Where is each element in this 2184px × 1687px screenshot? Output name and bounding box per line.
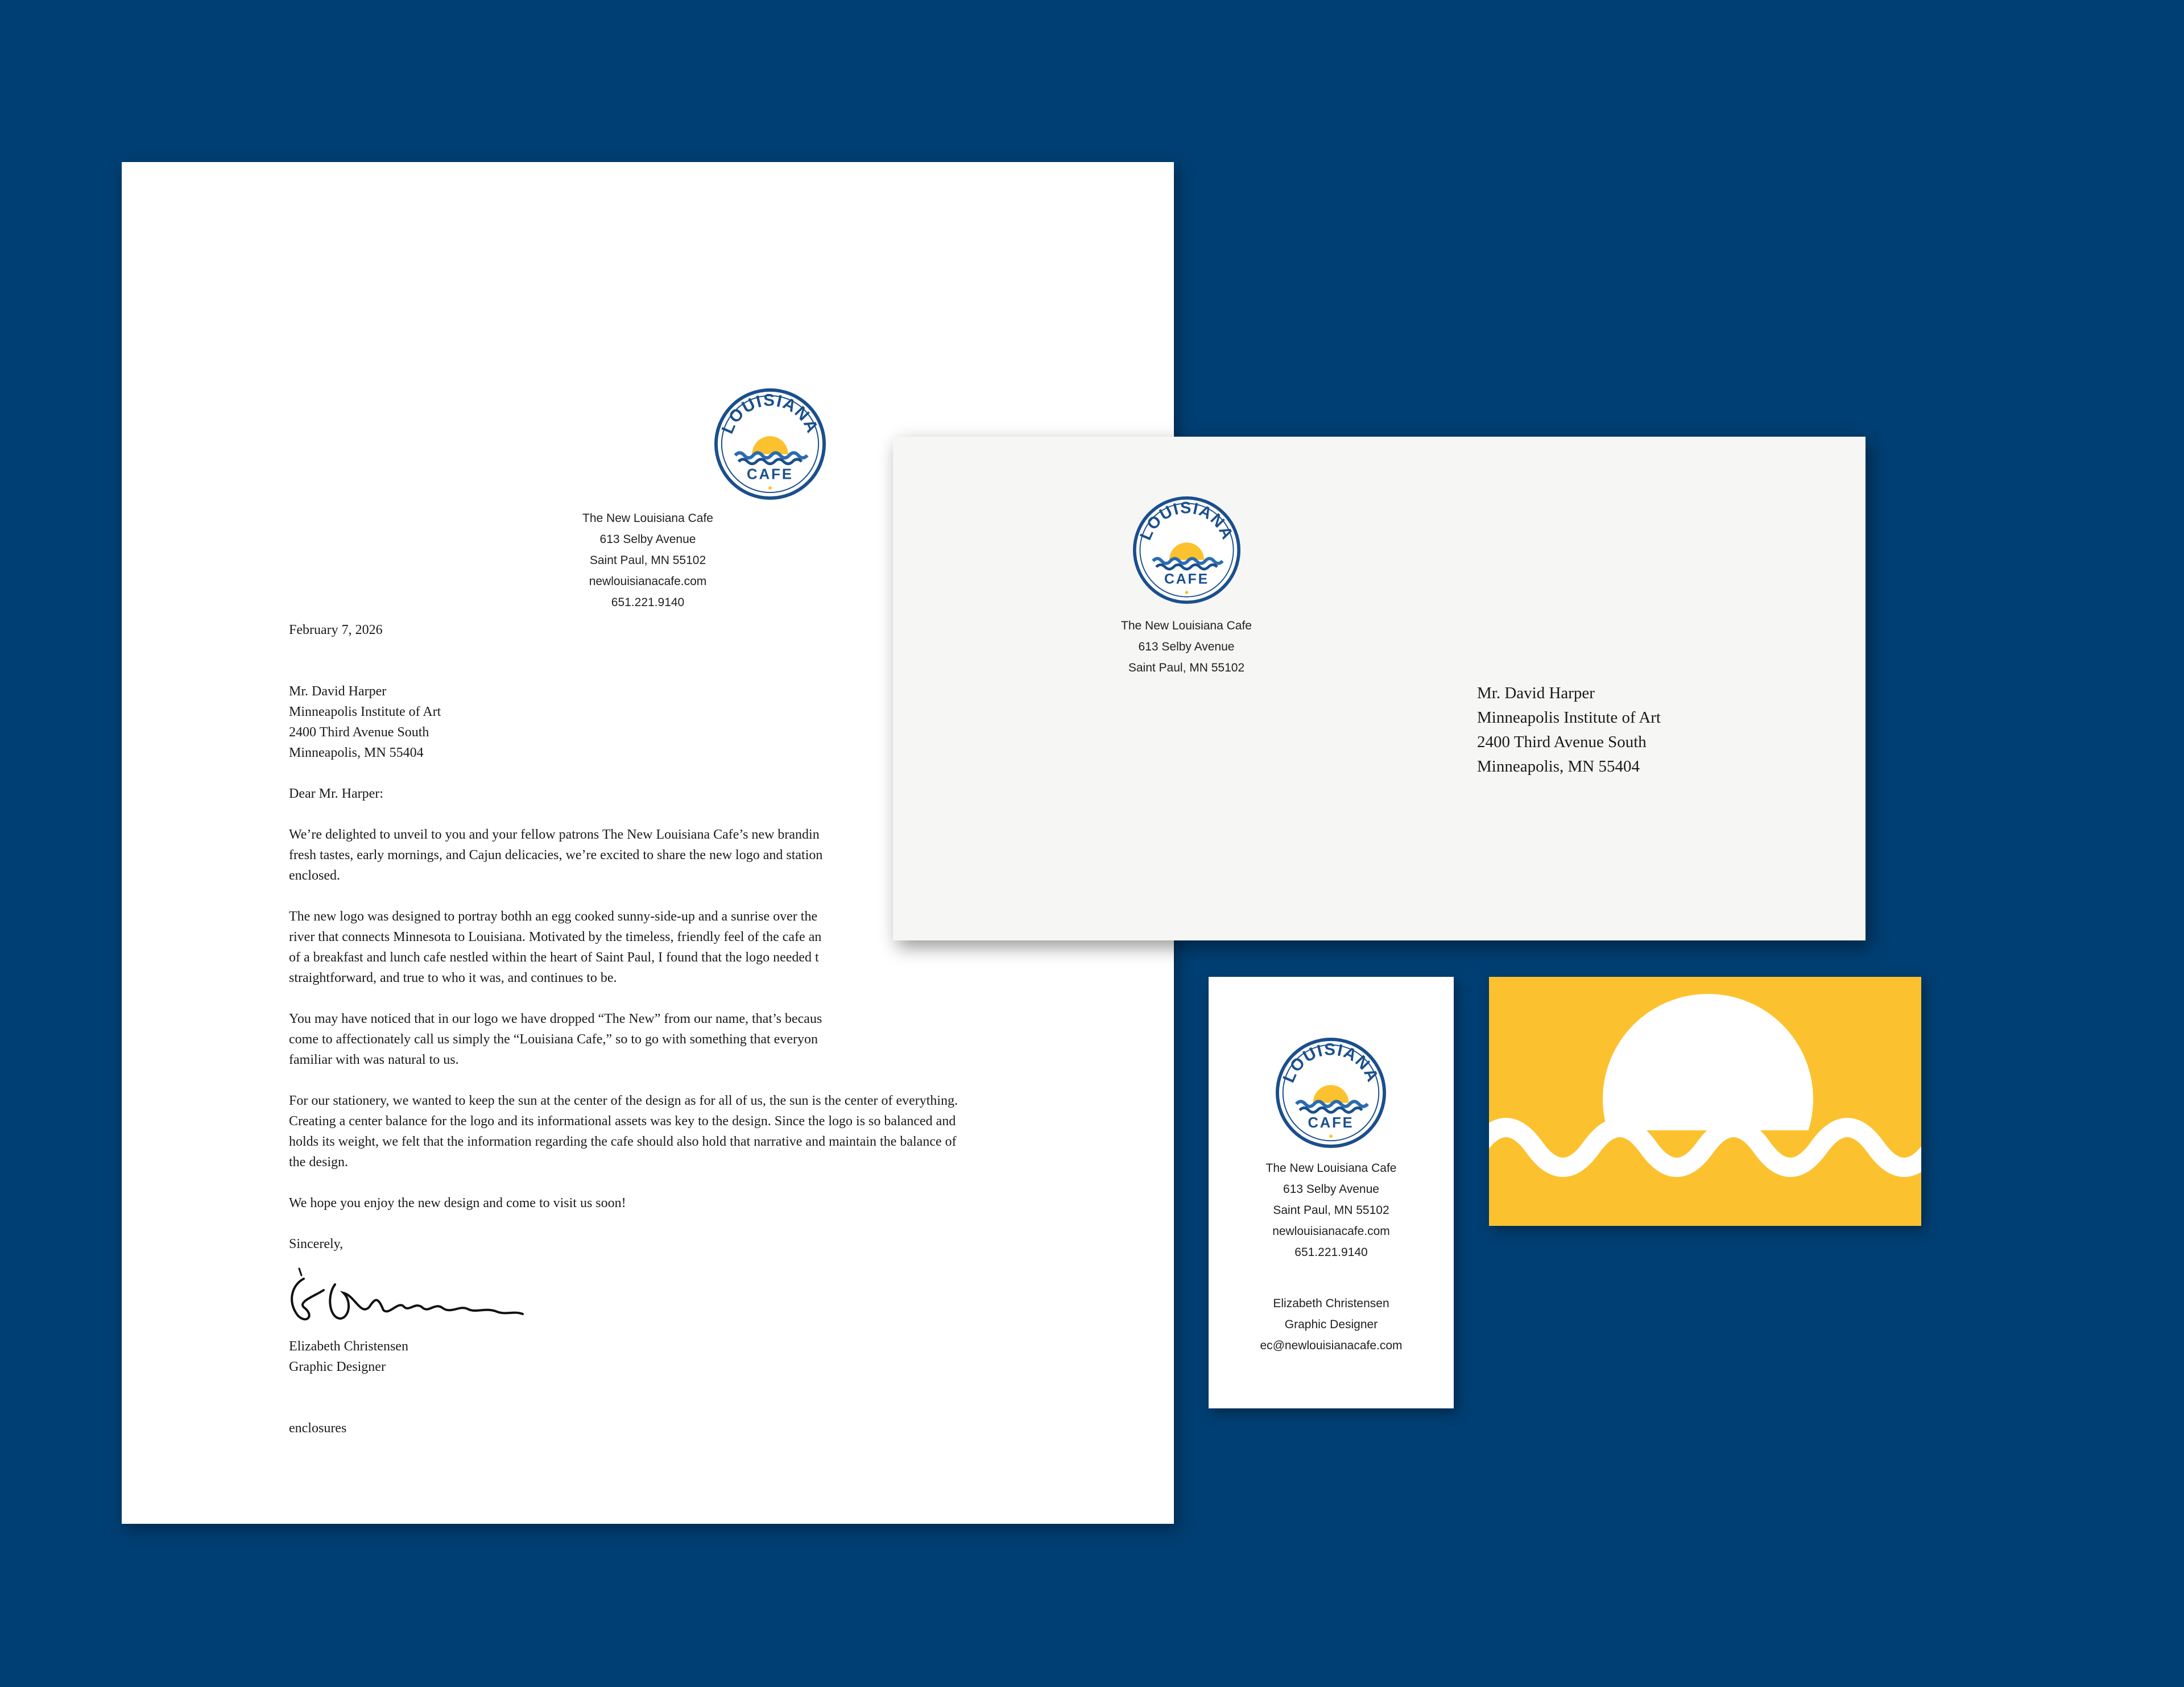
logo-dot-icon xyxy=(1329,1135,1333,1138)
card-city: Saint Paul, MN 55102 xyxy=(1273,1204,1389,1217)
letterhead-phone: 651.221.9140 xyxy=(611,596,685,609)
louisiana-cafe-logo xyxy=(714,388,826,500)
card-person-name: Elizabeth Christensen xyxy=(1273,1297,1389,1310)
card-business: The New Louisiana Cafe xyxy=(1265,1162,1397,1175)
letter-enclosures: enclosures xyxy=(289,1421,347,1436)
card-cafe-info xyxy=(1209,1158,1454,1263)
logo-arc-text: LOUISIANA xyxy=(1136,499,1237,543)
paragraph-line: enclosed. xyxy=(289,868,340,883)
envelope-recipient-name: Mr. David Harper xyxy=(1477,684,1595,702)
recipient-org: Minneapolis Institute of Art xyxy=(289,704,441,719)
signer-name: Elizabeth Christensen xyxy=(289,1339,408,1354)
envelope-return-address xyxy=(1073,615,1300,678)
paragraph-line: river that connects Minnesota to Louisiana. Motivated by the timeless, friendly feel of the cafe an xyxy=(289,930,822,944)
envelope-recipient-org: Minneapolis Institute of Art xyxy=(1477,708,1661,727)
return-city: Saint Paul, MN 55102 xyxy=(1128,661,1245,674)
logo-arc-text: LOUISIANA xyxy=(718,391,822,437)
paragraph-line: holds its weight, we felt that the information regarding the cafe should also hold that narrative and maintain the balance of xyxy=(289,1134,957,1149)
letter-salutation: Dear Mr. Harper: xyxy=(289,786,383,801)
paragraph-line: We’re delighted to unveil to you and your fellow patrons The New Louisiana Cafe’s new brandin xyxy=(289,827,820,842)
louisiana-cafe-logo xyxy=(1275,1037,1387,1149)
envelope-recipient-city: Minneapolis, MN 55404 xyxy=(1477,757,1640,776)
paragraph-line: You may have noticed that in our logo we have dropped “The New” from our name, that’s becaus xyxy=(289,1012,822,1026)
signer-title: Graphic Designer xyxy=(289,1359,386,1374)
letter-closing: Sincerely, xyxy=(289,1237,344,1251)
letterhead-website: newlouisianacafe.com xyxy=(589,575,707,588)
louisiana-cafe-logo xyxy=(1132,496,1241,604)
logo-sub-text: CAFE xyxy=(1164,571,1210,587)
signature-image xyxy=(281,1262,531,1336)
return-name: The New Louisiana Cafe xyxy=(1121,619,1252,632)
sun-wave-graphic xyxy=(1489,977,1921,1226)
logo-arc-text: LOUISIANA xyxy=(1279,1040,1383,1085)
logo-dot-icon xyxy=(1185,591,1189,594)
card-person-info xyxy=(1209,1293,1454,1356)
letter-date: February 7, 2026 xyxy=(289,623,383,637)
logo-dot-icon xyxy=(768,486,772,490)
envelope-recipient xyxy=(1477,681,1661,779)
letter-paragraph-5: We hope you enjoy the new design and come to visit us soon! xyxy=(289,1196,626,1211)
paragraph-line: fresh tastes, early mornings, and Cajun delicacies, we’re excited to share the new logo and station xyxy=(289,848,823,863)
letter-paragraph-4 xyxy=(289,1091,1172,1172)
letterhead-business: The New Louisiana Cafe xyxy=(582,512,713,525)
letter-paragraph-3 xyxy=(289,1009,1172,1070)
letterhead-street: 613 Selby Avenue xyxy=(599,533,696,546)
paragraph-line: of a breakfast and lunch cafe nestled within the heart of Saint Paul, I found that the logo needed t xyxy=(289,950,819,965)
letterhead-city: Saint Paul, MN 55102 xyxy=(589,554,706,567)
business-card-front xyxy=(1209,977,1454,1408)
paragraph-line: For our stationery, we wanted to keep the sun at the center of the design as for all of us, the sun is the center of everything. xyxy=(289,1093,958,1108)
card-email: ec@newlouisianacafe.com xyxy=(1260,1339,1403,1352)
business-card-back xyxy=(1489,977,1921,1226)
logo-sub-text: CAFE xyxy=(1308,1114,1354,1131)
paragraph-line: Creating a center balance for the logo and its informational assets was key to the design. Since the logo is so balanced and xyxy=(289,1114,956,1129)
card-street: 613 Selby Avenue xyxy=(1283,1183,1379,1196)
envelope xyxy=(893,437,1866,940)
paragraph-line: familiar with was natural to us. xyxy=(289,1052,459,1067)
card-website: newlouisianacafe.com xyxy=(1272,1225,1390,1238)
card-person-title: Graphic Designer xyxy=(1284,1318,1378,1331)
recipient-name: Mr. David Harper xyxy=(289,684,387,699)
paragraph-line: straightforward, and true to who it was, and continues to be. xyxy=(289,971,617,985)
recipient-street: 2400 Third Avenue South xyxy=(289,725,429,740)
paragraph-line: the design. xyxy=(289,1155,348,1170)
logo-sub-text: CAFE xyxy=(747,466,793,483)
recipient-city: Minneapolis, MN 55404 xyxy=(289,745,424,760)
return-street: 613 Selby Avenue xyxy=(1138,640,1235,653)
envelope-recipient-street: 2400 Third Avenue South xyxy=(1477,733,1647,751)
card-phone: 651.221.9140 xyxy=(1294,1246,1368,1259)
paragraph-line: come to affectionately call us simply the “Louisiana Cafe,” so to go with something that everyon xyxy=(289,1032,818,1047)
paragraph-line: The new logo was designed to portray bothh an egg cooked sunny-side-up and a sunrise over the xyxy=(289,909,818,924)
